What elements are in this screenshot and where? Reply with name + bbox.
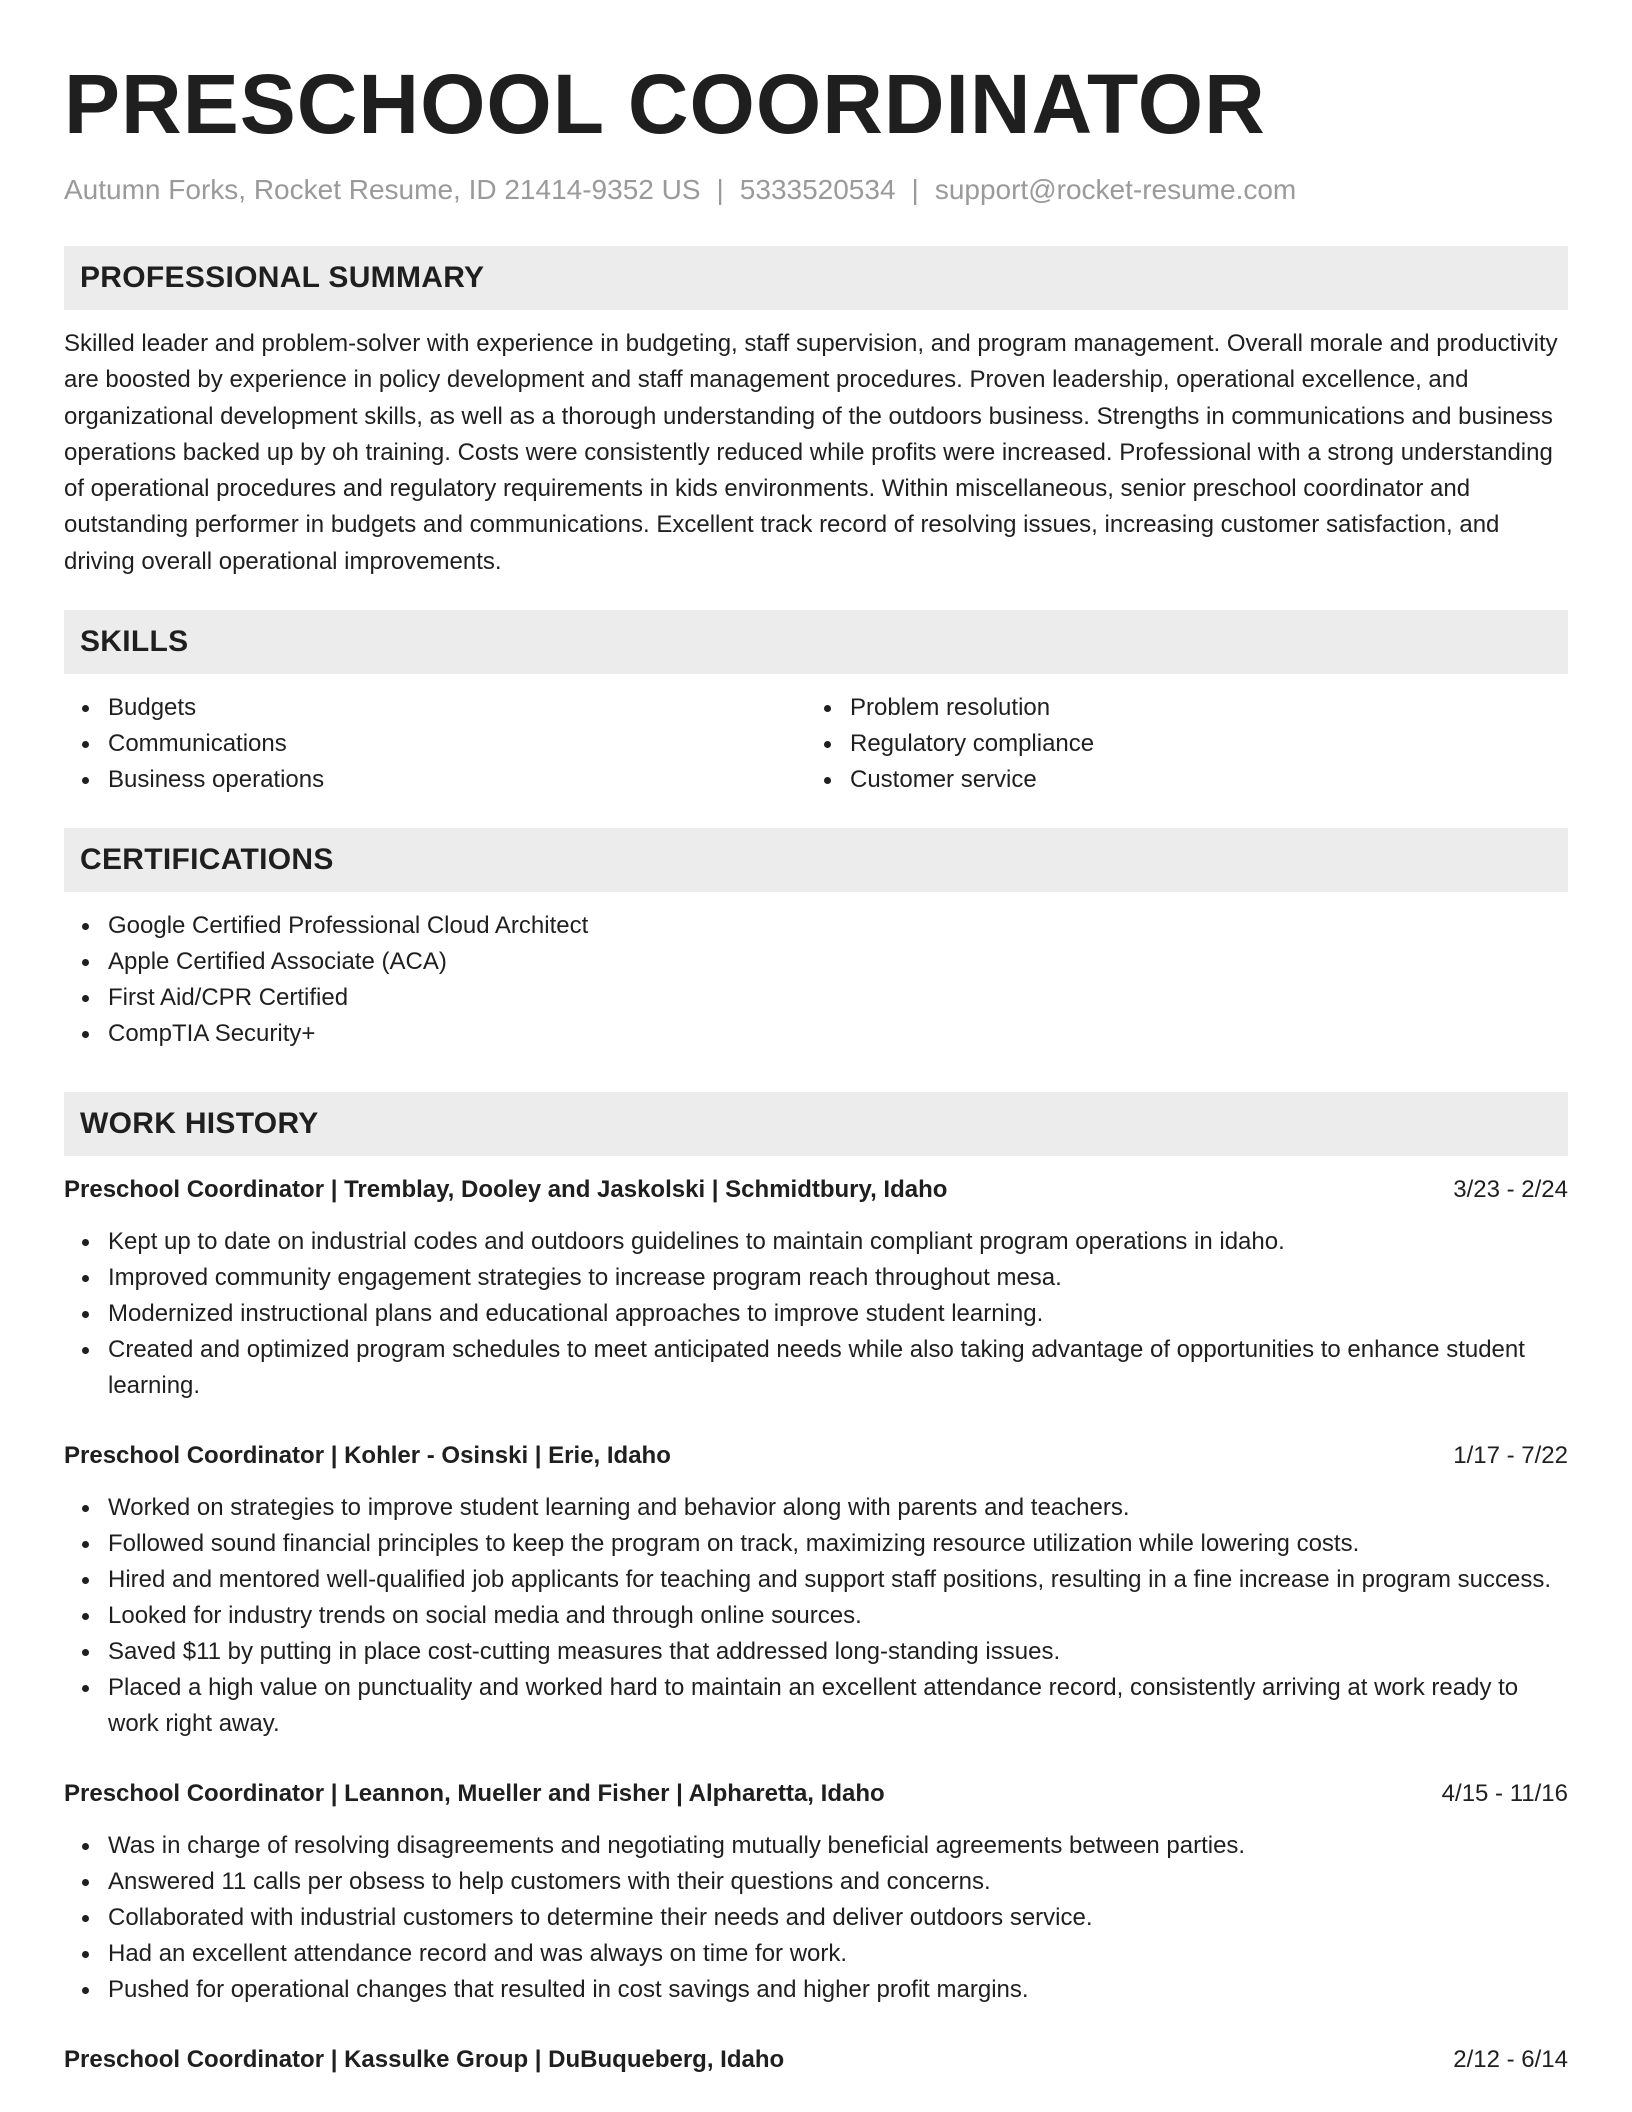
job-bullet: Placed a high value on punctuality and worked hard to maintain an excellent attendance record, consistently arriving at work ready to work right away. — [64, 1670, 1568, 1742]
summary-heading: PROFESSIONAL SUMMARY — [64, 246, 1568, 310]
job-bullet: Answered 11 calls per obsess to help customers with their questions and concerns. — [64, 1864, 1568, 1900]
skill-item: Regulatory compliance — [806, 726, 1548, 762]
job-bullet: Hired and mentored well-qualified job applicants for teaching and support staff positions, resulting in a fine increase in program success. — [64, 1562, 1568, 1598]
job-bullet: Followed sound financial principles to keep the program on track, maximizing resource utilization while lowering costs. — [64, 1526, 1568, 1562]
job-title: Preschool Coordinator | Leannon, Mueller and Fisher | Alpharetta, Idaho — [64, 1780, 885, 1808]
job-header — [64, 1438, 1568, 1474]
job-title: Preschool Coordinator | Kassulke Group | DuBuqueberg, Idaho — [64, 2046, 785, 2074]
job-entry — [64, 1776, 1568, 2008]
skills-column-left — [64, 690, 806, 798]
job-dates: 4/15 - 11/16 — [1441, 1780, 1568, 1808]
work-history-section — [64, 1092, 1568, 2078]
certification-item: Google Certified Professional Cloud Architect — [64, 908, 1568, 944]
skills-column-right — [806, 690, 1548, 798]
work-history-heading: WORK HISTORY — [64, 1092, 1568, 1156]
contact-separator: | — [911, 174, 919, 205]
job-bullet: Worked on strategies to improve student learning and behavior along with parents and teachers. — [64, 1490, 1568, 1526]
job-entry — [64, 1172, 1568, 1404]
job-bullet: Saved $11 by putting in place cost-cutting measures that addressed long-standing issues. — [64, 1634, 1568, 1670]
summary-section — [64, 246, 1568, 580]
certifications-section — [64, 828, 1568, 1052]
candidate-name: PRESCHOOL COORDINATOR — [64, 57, 1266, 151]
job-entry — [64, 2042, 1568, 2078]
job-dates: 1/17 - 7/22 — [1453, 1442, 1568, 1470]
skill-item: Business operations — [64, 762, 806, 798]
job-bullet: Collaborated with industrial customers to determine their needs and deliver outdoors service. — [64, 1900, 1568, 1936]
job-bullet: Created and optimized program schedules to meet anticipated needs while also taking advantage of opportunities to enhance student learning. — [64, 1332, 1568, 1404]
job-title: Preschool Coordinator | Tremblay, Dooley and Jaskolski | Schmidtbury, Idaho — [64, 1176, 948, 1204]
job-title: Preschool Coordinator | Kohler - Osinski | Erie, Idaho — [64, 1442, 671, 1470]
job-bullet: Modernized instructional plans and educational approaches to improve student learning. — [64, 1296, 1568, 1332]
skills-section — [64, 610, 1568, 798]
certifications-heading: CERTIFICATIONS — [64, 828, 1568, 892]
skill-item: Communications — [64, 726, 806, 762]
certification-item: First Aid/CPR Certified — [64, 980, 1568, 1016]
job-header — [64, 2042, 1568, 2078]
contact-separator: | — [716, 174, 724, 205]
contact-email: support@rocket-resume.com — [934, 174, 1297, 205]
contact-address: Autumn Forks, Rocket Resume, ID 21414-9352 US — [64, 174, 701, 205]
certification-item: Apple Certified Associate (ACA) — [64, 944, 1568, 980]
job-bullet: Had an excellent attendance record and was always on time for work. — [64, 1936, 1568, 1972]
resume-page — [64, 56, 1568, 2078]
job-header — [64, 1776, 1568, 1812]
job-bullet: Pushed for operational changes that resulted in cost savings and higher profit margins. — [64, 1972, 1568, 2008]
certification-item: CompTIA Security+ — [64, 1016, 1568, 1052]
summary-text: Skilled leader and problem-solver with experience in budgeting, staff supervision, and program management. Overall morale and productivity are boosted by experience in policy development and staff management procedures. Proven leadership, operational excellence, and organizational development skills, as well as a thorough understanding of the outdoors business. Strengths in communications and business operations backed up by oh training. Costs were consistently reduced while profits were increased. Professional with a strong understanding of operational procedures and regulatory requirements in kids environments. Within miscellaneous, senior preschool coordinator and outstanding performer in budgets and communications. Excellent track record of resolving issues, increasing customer satisfaction, and driving overall operational improvements. — [64, 330, 1558, 575]
job-header — [64, 1172, 1568, 1208]
contact-phone: 5333520534 — [739, 174, 896, 205]
job-entry — [64, 1438, 1568, 1742]
job-dates: 3/23 - 2/24 — [1453, 1176, 1568, 1204]
contact-line — [64, 172, 1568, 208]
job-dates: 2/12 - 6/14 — [1453, 2046, 1568, 2074]
job-bullet: Looked for industry trends on social media and through online sources. — [64, 1598, 1568, 1634]
job-bullet: Kept up to date on industrial codes and outdoors guidelines to maintain compliant program operations in idaho. — [64, 1224, 1568, 1260]
skill-item: Problem resolution — [806, 690, 1548, 726]
skills-heading: SKILLS — [64, 610, 1568, 674]
skills-grid — [64, 690, 1568, 798]
job-bullet: Improved community engagement strategies to increase program reach throughout mesa. — [64, 1260, 1568, 1296]
job-bullet: Was in charge of resolving disagreements and negotiating mutually beneficial agreements between parties. — [64, 1828, 1568, 1864]
skill-item: Budgets — [64, 690, 806, 726]
skill-item: Customer service — [806, 762, 1548, 798]
